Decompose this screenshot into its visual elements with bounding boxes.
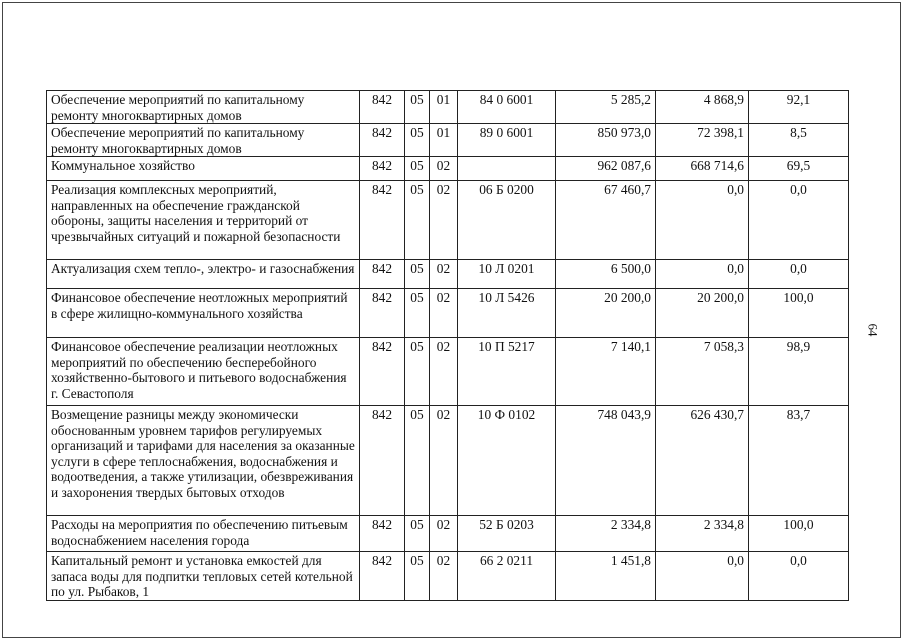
budget-table [46,90,849,601]
subsection-code-cell: 02 [430,260,458,289]
table-row [47,260,849,289]
grbs-code-cell: 842 [360,406,405,516]
planned-amount-cell: 7 140,1 [556,338,656,406]
subsection-code-cell: 02 [430,516,458,552]
planned-amount-cell: 1 451,8 [556,552,656,601]
expense-name-cell: Возмещение разницы между экономически обоснованным уровнем тарифов регулируемых организаций и тарифами для населения за оказанные услуги в сфере теплоснабжения, водоснабжения и водоотведения, а также утилизации, обезвреживания и захоронения твердых бытовых отходов [47,406,360,516]
table-row [47,516,849,552]
target-article-cell: 10 П 5217 [458,338,556,406]
table-row [47,406,849,516]
section-code-cell: 05 [405,516,430,552]
target-article-cell [458,157,556,181]
section-code-cell: 05 [405,406,430,516]
section-code-cell: 05 [405,552,430,601]
grbs-code-cell: 842 [360,552,405,601]
executed-amount-cell: 7 058,3 [656,338,749,406]
planned-amount-cell: 6 500,0 [556,260,656,289]
percent-cell: 0,0 [749,552,849,601]
section-code-cell: 05 [405,260,430,289]
executed-amount-cell: 0,0 [656,552,749,601]
table-row [47,157,849,181]
section-code-cell: 05 [405,181,430,260]
section-code-cell: 05 [405,124,430,157]
planned-amount-cell: 20 200,0 [556,289,656,338]
grbs-code-cell: 842 [360,91,405,124]
target-article-cell: 89 0 6001 [458,124,556,157]
subsection-code-cell: 02 [430,552,458,601]
executed-amount-cell: 4 868,9 [656,91,749,124]
planned-amount-cell: 850 973,0 [556,124,656,157]
subsection-code-cell: 02 [430,181,458,260]
expense-name-cell: Коммунальное хозяйство [47,157,360,181]
target-article-cell: 52 Б 0203 [458,516,556,552]
target-article-cell: 06 Б 0200 [458,181,556,260]
section-code-cell: 05 [405,338,430,406]
executed-amount-cell: 626 430,7 [656,406,749,516]
expense-name-cell: Финансовое обеспечение реализации неотложных мероприятий по обеспечению бесперебойного хозяйственно-бытового и питьевого водоснабжения г. Севастополя [47,338,360,406]
grbs-code-cell: 842 [360,289,405,338]
grbs-code-cell: 842 [360,338,405,406]
executed-amount-cell: 0,0 [656,260,749,289]
grbs-code-cell: 842 [360,124,405,157]
target-article-cell: 10 Ф 0102 [458,406,556,516]
percent-cell: 98,9 [749,338,849,406]
table-row [47,124,849,157]
page-number: 64 [865,323,881,337]
table-row [47,338,849,406]
target-article-cell: 10 Л 5426 [458,289,556,338]
grbs-code-cell: 842 [360,260,405,289]
section-code-cell: 05 [405,289,430,338]
percent-cell: 0,0 [749,260,849,289]
planned-amount-cell: 962 087,6 [556,157,656,181]
expense-name-cell: Реализация комплексных мероприятий, направленных на обеспечение гражданской обороны, защиты населения и территорий от чрезвычайных ситуаций и пожарной безопасности [47,181,360,260]
table-body [47,91,849,601]
expense-name-cell: Обеспечение мероприятий по капитальному ремонту многоквартирных домов [47,124,360,157]
subsection-code-cell: 02 [430,338,458,406]
executed-amount-cell: 20 200,0 [656,289,749,338]
table-row [47,289,849,338]
grbs-code-cell: 842 [360,157,405,181]
percent-cell: 100,0 [749,289,849,338]
executed-amount-cell: 668 714,6 [656,157,749,181]
section-code-cell: 05 [405,157,430,181]
table-row [47,91,849,124]
target-article-cell: 10 Л 0201 [458,260,556,289]
subsection-code-cell: 01 [430,91,458,124]
subsection-code-cell: 02 [430,289,458,338]
grbs-code-cell: 842 [360,516,405,552]
target-article-cell: 84 0 6001 [458,91,556,124]
planned-amount-cell: 5 285,2 [556,91,656,124]
percent-cell: 8,5 [749,124,849,157]
percent-cell: 100,0 [749,516,849,552]
subsection-code-cell: 02 [430,406,458,516]
executed-amount-cell: 72 398,1 [656,124,749,157]
table-row [47,181,849,260]
subsection-code-cell: 02 [430,157,458,181]
expense-name-cell: Актуализация схем тепло-, электро- и газоснабжения [47,260,360,289]
executed-amount-cell: 2 334,8 [656,516,749,552]
percent-cell: 0,0 [749,181,849,260]
expense-name-cell: Обеспечение мероприятий по капитальному ремонту многоквартирных домов [47,91,360,124]
percent-cell: 83,7 [749,406,849,516]
expense-name-cell: Расходы на мероприятия по обеспечению питьевым водоснабжением населения города [47,516,360,552]
percent-cell: 92,1 [749,91,849,124]
expense-name-cell: Финансовое обеспечение неотложных мероприятий в сфере жилищно-коммунального хозяйства [47,289,360,338]
table-row [47,552,849,601]
planned-amount-cell: 2 334,8 [556,516,656,552]
executed-amount-cell: 0,0 [656,181,749,260]
percent-cell: 69,5 [749,157,849,181]
subsection-code-cell: 01 [430,124,458,157]
expense-name-cell: Капитальный ремонт и установка емкостей для запаса воды для подпитки тепловых сетей котельной по ул. Рыбаков, 1 [47,552,360,601]
target-article-cell: 66 2 0211 [458,552,556,601]
planned-amount-cell: 67 460,7 [556,181,656,260]
grbs-code-cell: 842 [360,181,405,260]
planned-amount-cell: 748 043,9 [556,406,656,516]
section-code-cell: 05 [405,91,430,124]
